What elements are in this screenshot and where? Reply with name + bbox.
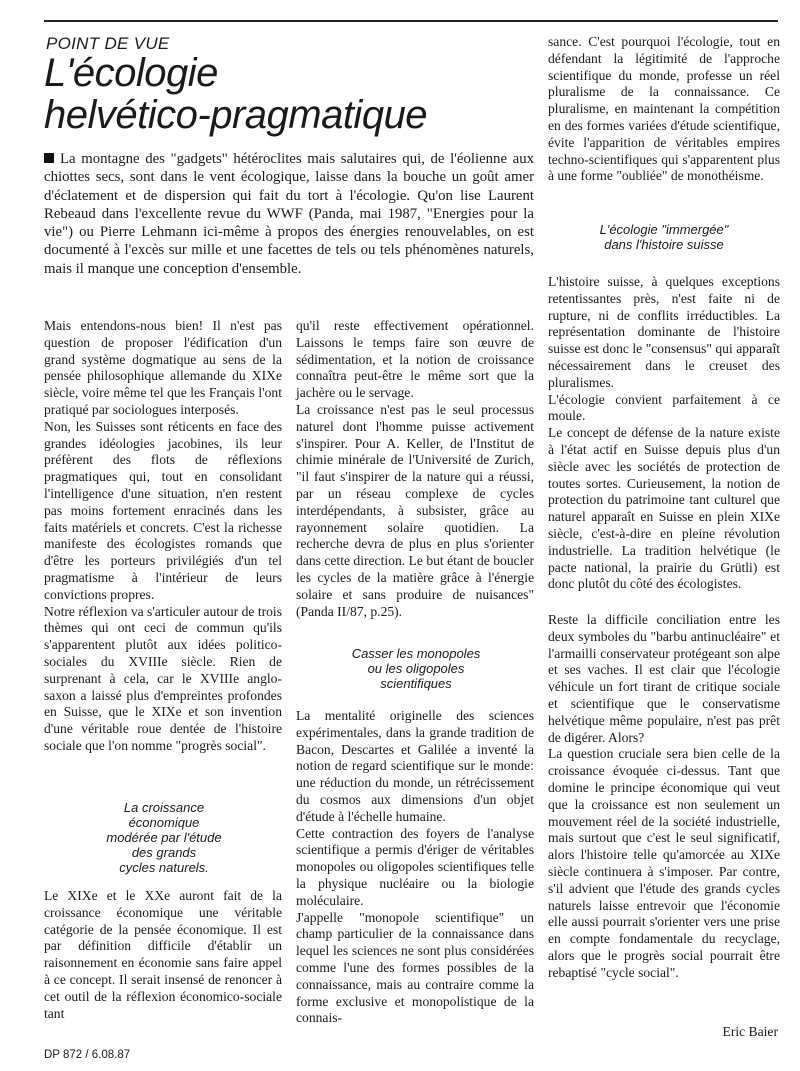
paragraph: J'appelle "monopole scientifique" un champ particulier de la connaissance dans lequel les sciences ne sont plus considérées comme l'une des formes possibles de la connaissance, mais au contraire comme la forme exclusive et monopolistique de la connais- (296, 909, 534, 1026)
article-title (44, 52, 544, 136)
subheading-line: La croissance (123, 800, 205, 815)
top-rule (44, 20, 778, 22)
subheading-line: cycles naturels. (119, 860, 209, 875)
author-signature: Eric Baier (722, 1024, 778, 1039)
subheading-line: L'écologie "immergée" (599, 222, 729, 237)
subheading-monopoles (326, 646, 506, 691)
subheading-line: Casser les monopoles (351, 646, 481, 661)
subheading-line: modérée par l'étude (106, 830, 222, 845)
paragraph: Non, les Suisses sont réticents en face des grandes idéologies jacobines, ils leur préfèrent des flots de réflexions pragmatiques qui, tout en consolidant l'intelligence d'une situation, n'en restent pas moins fortement enracinés dans les faits matériels et concrets. C'est la richesse manifeste des écologistes romands que d'être les porteurs privilégiés d'un tel pragmatisme à l'intérieur de leurs convictions propres. (44, 418, 282, 602)
subheading-croissance (84, 800, 244, 875)
column-3-conclusion (548, 612, 780, 982)
subheading-histoire (574, 222, 754, 252)
issue-footer: DP 872 / 6.08.87 (44, 1049, 131, 1061)
paragraph: L'écologie convient parfaitement à ce moule. (548, 391, 780, 424)
column-1-continued (44, 888, 282, 1022)
subheading-line: scientifiques (380, 676, 452, 691)
paragraph: L'histoire suisse, à quelques exceptions retentissantes près, n'est faite ni de rupture, ni de conflits irréductibles. La représentation dominante de l'histoire suisse est donc le "consensus" qui apparaît nécessairement dans le creuset des pluralismes. (548, 274, 780, 390)
paragraph: Le concept de défense de la nature existe à l'état actif en Suisse depuis plus d'un siècle avec les sociétés de protection de toutes sortes. Curieusement, la notion de protection du patrimoine tant culturel que naturel apparaît en Suisse en plein XIXe siècle, c'est-à-dire en pleine révolution industrielle. La tradition helvétique (le pacte national, la prairie du Grütli) est donc plutôt du côté des écologistes. (548, 425, 780, 592)
paragraph: Le XIXe et le XXe auront fait de la croissance économique une véritable catégorie de la pensée économique. Il est par définition difficile d'établir un raisonnement en économie sans faire appel à ce concept. Il serait insensé de renoncer à cet outil de la réflexion économico-sociale tant (44, 888, 282, 1021)
title-line-2: helvético-pragmatique (44, 93, 428, 137)
subheading-line: économique (128, 815, 200, 830)
column-2-continued (296, 708, 534, 1027)
column-1 (44, 318, 282, 755)
subheading-line: ou les oligopoles (367, 661, 465, 676)
column-3-continued (548, 274, 780, 593)
paragraph: La mentalité originelle des sciences expérimentales, dans la grande tradition de Bacon, Descartes et Galilée a inventé la notion de regard scientifique sur le monde: une réduction du monde, un rétrécissement du cosmos aux dimensions d'un objet d'étude à l'échelle humaine. (296, 708, 534, 824)
paragraph: qu'il reste effectivement opérationnel. Laissons le temps faire son œuvre de sédimentation, et la notion de croissance connaîtra peut-être le même sort que la jachère ou le servage. (296, 318, 534, 401)
paragraph: sance. C'est pourquoi l'écologie, tout en défendant la légitimité de l'approche scientifique du monde, professe un réel pluralisme de la connaissance. Ce pluralisme, en maintenant la compétition en des formes variées d'étude scientifique, évite l'apparition de véritables empires techno-scientifiques qui s'apparentent plus à une forme "oubliée" de monothéisme. (548, 34, 780, 184)
paragraph: Mais entendons-nous bien! Il n'est pas question de proposer l'édification d'un grand système dogmatique au sens de la pensée philosophique allemande du XIXe siècle, voire même tel que les Français l'ont pratiqué par sociologues interposés. (44, 318, 282, 417)
subheading-line: dans l'histoire suisse (604, 237, 724, 252)
section-kicker: POINT DE VUE (46, 34, 170, 53)
bullet-square-icon (44, 153, 54, 163)
column-2 (296, 318, 534, 620)
title-line-1: L'écologie (44, 51, 218, 95)
paragraph: Notre réflexion va s'articuler autour de trois thèmes qui ont ceci de commun qu'ils s'apparentent plutôt aux idées politico-sociales du XVIIIe siècle. Rien de surprenant à cela, car le XVIIIe anglo-saxon a laissé plus d'empreintes profondes en Suisse, que le XIXe et son invention d'une véritable roue dentée de l'histoire sociale que l'on nomme "progrès social". (44, 603, 282, 753)
paragraph: La question cruciale sera bien celle de la croissance évoquée ci-dessus. Tant que domine le principe économique qui veut que la croissance est non seulement un mouvement réel de la société industrielle, mais surtout que c'est le seul significatif, alors l'histoire telle qu'amorcée au XIXe siècle continuera à s'imposer. Par contre, s'il advient que l'étude des grands cycles naturels laisse entrevoir que l'économie elle aussi pourrait s'orienter vers une prise en compte fondamentale du recyclage, alors que le progrès social pourrait être rebaptisé "cycle social". (548, 746, 780, 980)
paragraph: Reste la difficile conciliation entre les deux symboles du "barbu antinucléaire" et l'armailli conservateur protégeant son alpe et ses vaches. Il est clair que l'écologie véhicule un fort tirant de critique sociale et scientifique que le conservatisme helvétique même populaire, n'est pas prêt de digérer. Alors? (548, 612, 780, 745)
paragraph: Cette contraction des foyers de l'analyse scientifique a permis d'ériger de véritables monopoles ou oligopoles scientifiques telle la physique nucléaire ou la biologie moléculaire. (296, 825, 534, 908)
paragraph: La croissance n'est pas le seul processus naturel dont l'homme puisse activement s'inspirer. Pour A. Keller, de l'Institut de chimie minérale de l'Université de Zurich, "il faut s'inspirer de la nature qui a réussi, par un réseau complexe de cycles interdépendants, à subsister, grâce au rayonnement solaire quotidien. La recherche devra de plus en plus s'orienter dans cette direction. Le but étant de boucler les cycles de la matière grâce à l'énergie solaire et sans produire de nuisances" (Panda II/87, p.25). (296, 401, 534, 619)
subheading-line: des grands (131, 845, 197, 860)
column-3 (548, 34, 780, 185)
lead-text: La montagne des "gadgets" hétéroclites mais salutaires qui, de l'éolienne aux chiottes secs, sont dans le vent écologique, laisse dans la bouche un goût amer d'éclatement et de dispersion qui fait du tort à l'écologie. Qu'on lise Laurent Rebeaud dans l'excellente revue du WWF (Panda, mai 1987, "Energies pour la vie") ou Pierre Lehmann ici-même à propos des énergies renouvelables, on est documenté à l'excès sur mille et une facettes de tels ou tels phénomènes naturels, mais il manque une conception d'ensemble. (44, 151, 534, 277)
lead-paragraph (44, 150, 534, 278)
